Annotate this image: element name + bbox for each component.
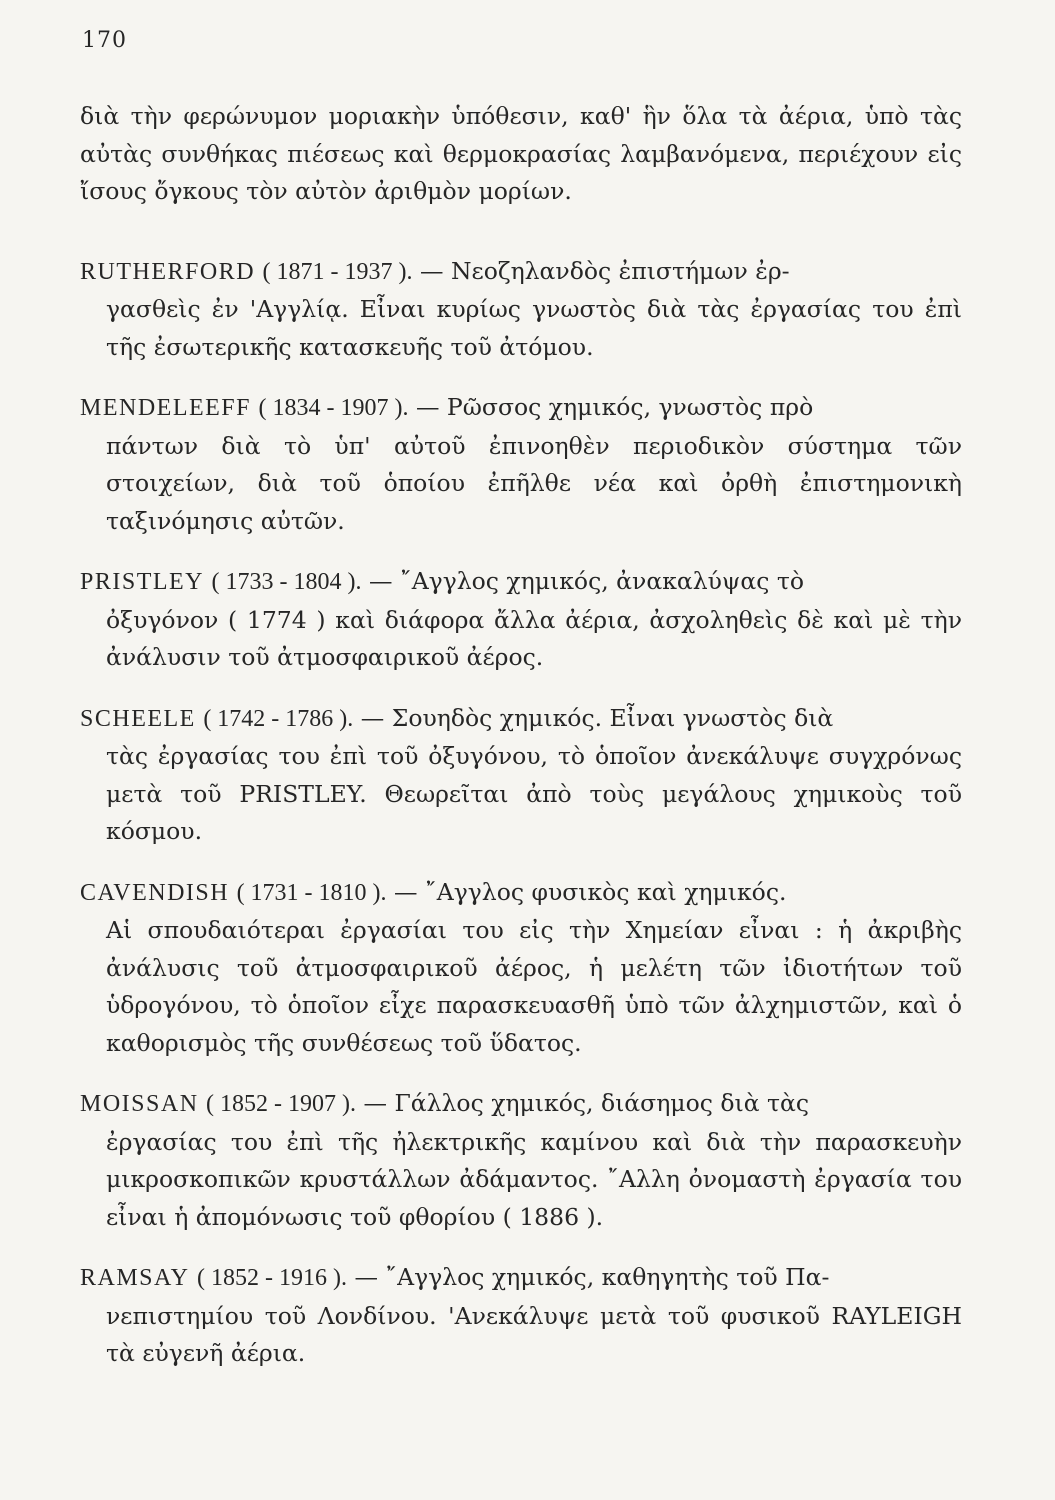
entry-lead-text: — ῎Αγγλος χημικός, ἀνακαλύψας τὸ	[368, 567, 805, 595]
entry-body: πάντων διὰ τὸ ὑπ' αὐτοῦ ἐπινοηθὲν περιοδικὸν σύστημα τῶν στοιχείων, διὰ τοῦ ὁποίου ἐπῆλθε νέα καὶ ὀρθὴ ἐπιστημονικὴ ταξινόμησις αὐτῶν.	[106, 431, 962, 535]
entry-rutherford	[80, 253, 962, 367]
entry-pristley	[80, 563, 962, 677]
entry-dates: ( 1742 - 1786 ).	[203, 705, 354, 732]
entry-dates: ( 1871 - 1937 ).	[262, 258, 413, 285]
entry-body: γασθεὶς ἐν 'Αγγλίᾳ. Εἶναι κυρίως γνωστὸς διὰ τὰς ἐργασίας του ἐπὶ τῆς ἐσωτερικῆς κατασκευῆς τοῦ ἀτόμου.	[106, 295, 962, 361]
entry-lead-line	[80, 700, 962, 739]
entry-lead-text: — Σουηδὸς χημικός. Εἶναι γνωστὸς διὰ	[360, 703, 834, 732]
entry-lead-line	[80, 1085, 962, 1124]
entry-lead-text: — Νεοζηλανδὸς ἐπιστήμων ἐρ-	[419, 256, 790, 285]
entry-lead-line	[80, 874, 962, 913]
entry-name: SCHEELE	[80, 705, 196, 732]
entry-dates: ( 1834 - 1907 ).	[258, 395, 409, 421]
entry-body: νεπιστημίου τοῦ Λονδίνου. 'Ανεκάλυψε μετὰ τοῦ φυσικοῦ RAYLEIGH τὰ εὐγενῆ ἀέρια.	[106, 1301, 962, 1367]
entry-body: ἐργασίας του ἐπὶ τῆς ἠλεκτρικῆς καμίνου καὶ διὰ τὴν παρασκευὴν μικροσκοπικῶν κρυστάλλων ἀδάμαντος. ῎Αλλη ὀνομαστὴ ἐργασία του εἶναι ἡ ἀπομόνωσις τοῦ φθορίου ( 1886 ).	[106, 1127, 962, 1231]
entry-lead-line	[80, 253, 962, 292]
entry-dates: ( 1731 - 1810 ).	[236, 879, 387, 906]
entry-name: MENDELEEFF	[80, 395, 251, 421]
entry-cavendish	[80, 874, 962, 1063]
entry-name: PRISTLEY	[80, 569, 205, 595]
entry-lead-line	[80, 1259, 962, 1298]
entry-name: CAVENDISH	[80, 879, 230, 906]
entry-name: RUTHERFORD	[80, 258, 256, 285]
entry-lead-line	[80, 563, 962, 602]
page-number: 170	[82, 28, 127, 53]
entry-lead-line	[80, 389, 962, 428]
entry-dates: ( 1852 - 1907 ).	[206, 1091, 356, 1117]
entry-lead-text: — Ρῶσσος χημικός, γνωστὸς πρὸ	[415, 393, 814, 421]
entry-name: RAMSAY	[80, 1265, 190, 1291]
entry-ramsay	[80, 1259, 962, 1373]
entry-body: τὰς ἐργασίας του ἐπὶ τοῦ ὀξυγόνου, τὸ ὁποῖον ἀνεκάλυψε συγχρόνως μετὰ τοῦ PRISTLEY. Θεωρεῖται ἀπὸ τοὺς μεγάλους χημικοὺς τοῦ κόσμου.	[106, 742, 962, 845]
page-content	[80, 98, 962, 1396]
intro-paragraph: διὰ τὴν φερώνυμον μοριακὴν ὑπόθεσιν, καθ' ἣν ὅλα τὰ ἀέρια, ὑπὸ τὰς αὐτὰς συνθήκας πιέσεως καὶ θερμοκρασίας λαμβανόμενα, περιέχουν εἰς ἴσους ὄγκους τὸν αὐτὸν ἀριθμὸν μορίων.	[80, 102, 962, 205]
entry-body: Αἱ σπουδαιότεραι ἐργασίαι του εἰς τὴν Χημείαν εἶναι : ἡ ἀκριβὴς ἀνάλυσις τοῦ ἀτμοσφαιρικοῦ ἀέρος, ἡ μελέτη τῶν ἰδιοτήτων τοῦ ὑδρογόνου, τὸ ὁποῖον εἶχε παρασκευασθῆ ὑπὸ τῶν ἀλχημιστῶν, καὶ ὁ καθορισμὸς τῆς συνθέσεως τοῦ ὕδατος.	[106, 916, 962, 1057]
entry-body: ὀξυγόνον ( 1774 ) καὶ διάφορα ἄλλα ἀέρια, ἀσχοληθεὶς δὲ καὶ μὲ τὴν ἀνάλυσιν τοῦ ἀτμοσφαιρικοῦ ἀέρος.	[106, 605, 962, 671]
entry-moissan	[80, 1085, 962, 1236]
entry-mendeleeff	[80, 389, 962, 540]
entry-dates: ( 1852 - 1916 ).	[196, 1265, 347, 1291]
entry-dates: ( 1733 - 1804 ).	[211, 569, 362, 595]
entry-lead-text: — ῎Αγγλος χημικός, καθηγητὴς τοῦ Πα-	[354, 1263, 830, 1291]
entry-name: MOISSAN	[80, 1091, 199, 1117]
entry-lead-text: — Γάλλος χημικός, διάσημος διὰ τὰς	[363, 1089, 810, 1117]
entry-lead-text: — ῎Αγγλος φυσικὸς καὶ χημικός.	[394, 877, 787, 906]
entry-scheele	[80, 700, 962, 851]
